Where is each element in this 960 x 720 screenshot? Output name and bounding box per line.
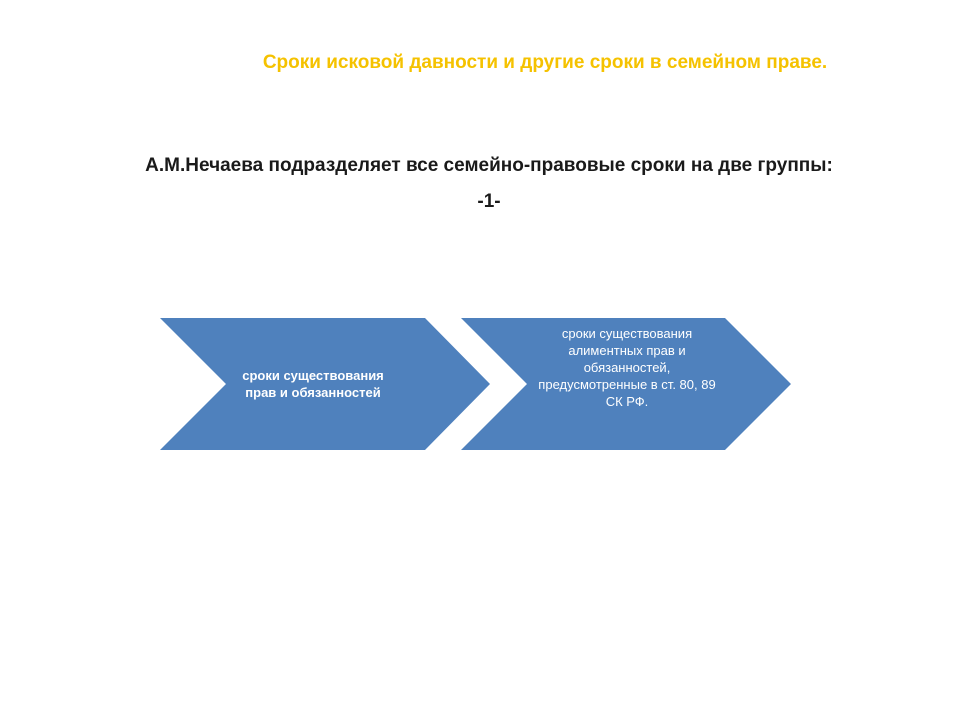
chevron-step-2-label: сроки существования алиментных прав и обязанностей, предусмотренные в ст. 80, 89 СК РФ. [538,326,716,409]
group-number: -1- [477,191,501,212]
slide-subtitle: А.М.Нечаева подразделяет все семейно-правовые сроки на две группы: [145,155,833,176]
slide-title: Сроки исковой давности и другие сроки в семейном праве. [262,52,828,73]
chevron-step-1-label: сроки существования прав и обязанностей [242,368,384,400]
